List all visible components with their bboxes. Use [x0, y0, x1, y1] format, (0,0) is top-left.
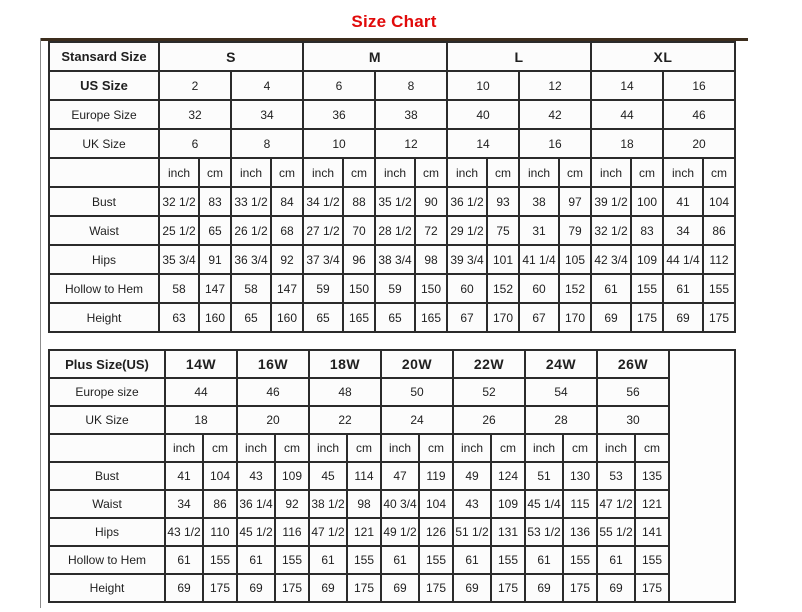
- standard-size-table: [48, 41, 736, 333]
- unit-cell: cm: [419, 434, 453, 462]
- unit-cell: cm: [563, 434, 597, 462]
- measurement-value-cell: 45 1/2: [237, 518, 275, 546]
- measurement-value-cell: 60: [519, 274, 559, 303]
- measurement-value-cell: 61: [453, 546, 491, 574]
- measurement-value-cell: 29 1/2: [447, 216, 487, 245]
- unit-cell: inch: [231, 158, 271, 187]
- measurement-value-cell: 61: [237, 546, 275, 574]
- unit-cell: inch: [519, 158, 559, 187]
- unit-cell: inch: [525, 434, 563, 462]
- row-label: Hollow to Hem: [49, 274, 159, 303]
- left-edge-line: [40, 38, 41, 608]
- size-value-cell: 50: [381, 378, 453, 406]
- measurement-value-cell: 31: [519, 216, 559, 245]
- unit-cell: inch: [381, 434, 419, 462]
- size-value-cell: 40: [447, 100, 519, 129]
- size-value-cell: 46: [663, 100, 735, 129]
- measurement-value-cell: 69: [309, 574, 347, 602]
- measurement-value-cell: 65: [375, 303, 415, 332]
- measurement-value-cell: 141: [635, 518, 669, 546]
- measurement-value-cell: 91: [199, 245, 231, 274]
- size-value-cell: 16: [519, 129, 591, 158]
- measurement-value-cell: 70: [343, 216, 375, 245]
- size-value-cell: 6: [303, 71, 375, 100]
- measurement-value-cell: 83: [199, 187, 231, 216]
- measurement-value-cell: 47 1/2: [309, 518, 347, 546]
- size-group-header: 26W: [597, 350, 669, 378]
- row-label: Bust: [49, 187, 159, 216]
- row-label: Hollow to Hem: [49, 546, 165, 574]
- measurement-value-cell: 61: [597, 546, 635, 574]
- measurement-value-cell: 104: [419, 490, 453, 518]
- measurement-value-cell: 60: [447, 274, 487, 303]
- measurement-value-cell: 65: [231, 303, 271, 332]
- row-label: Height: [49, 574, 165, 602]
- measurement-value-cell: 109: [491, 490, 525, 518]
- row-label: Bust: [49, 462, 165, 490]
- measurement-value-cell: 69: [597, 574, 635, 602]
- measurement-value-cell: 90: [415, 187, 447, 216]
- table-row: [49, 574, 735, 602]
- measurement-value-cell: 121: [347, 518, 381, 546]
- measurement-value-cell: 69: [591, 303, 631, 332]
- size-value-cell: 4: [231, 71, 303, 100]
- measurement-value-cell: 41: [663, 187, 703, 216]
- measurement-value-cell: 131: [491, 518, 525, 546]
- measurement-value-cell: 97: [559, 187, 591, 216]
- size-value-cell: 52: [453, 378, 525, 406]
- size-value-cell: 8: [231, 129, 303, 158]
- measurement-value-cell: 150: [343, 274, 375, 303]
- measurement-value-cell: 28 1/2: [375, 216, 415, 245]
- measurement-value-cell: 126: [419, 518, 453, 546]
- measurement-value-cell: 96: [343, 245, 375, 274]
- measurement-value-cell: 61: [165, 546, 203, 574]
- measurement-value-cell: 130: [563, 462, 597, 490]
- unit-cell: cm: [199, 158, 231, 187]
- measurement-value-cell: 69: [663, 303, 703, 332]
- measurement-value-cell: 98: [415, 245, 447, 274]
- table-row: [49, 490, 735, 518]
- measurement-value-cell: 152: [559, 274, 591, 303]
- measurement-value-cell: 34: [165, 490, 203, 518]
- measurement-value-cell: 43 1/2: [165, 518, 203, 546]
- measurement-value-cell: 38: [519, 187, 559, 216]
- size-value-cell: 12: [375, 129, 447, 158]
- measurement-value-cell: 37 3/4: [303, 245, 343, 274]
- measurement-value-cell: 150: [415, 274, 447, 303]
- measurement-value-cell: 165: [415, 303, 447, 332]
- measurement-value-cell: 38 3/4: [375, 245, 415, 274]
- measurement-value-cell: 43: [237, 462, 275, 490]
- measurement-value-cell: 155: [203, 546, 237, 574]
- size-value-cell: 30: [597, 406, 669, 434]
- measurement-value-cell: 98: [347, 490, 381, 518]
- measurement-value-cell: 34 1/2: [303, 187, 343, 216]
- empty-label-cell: [49, 434, 165, 462]
- size-value-cell: 10: [447, 71, 519, 100]
- measurement-value-cell: 75: [487, 216, 519, 245]
- measurement-value-cell: 59: [375, 274, 415, 303]
- measurement-value-cell: 165: [343, 303, 375, 332]
- measurement-value-cell: 69: [381, 574, 419, 602]
- size-value-cell: 2: [159, 71, 231, 100]
- measurement-value-cell: 104: [203, 462, 237, 490]
- measurement-value-cell: 41: [165, 462, 203, 490]
- size-value-cell: 22: [309, 406, 381, 434]
- measurement-value-cell: 104: [703, 187, 735, 216]
- table-row: [49, 187, 735, 216]
- measurement-value-cell: 175: [703, 303, 735, 332]
- measurement-value-cell: 155: [275, 546, 309, 574]
- plus-size-table: [48, 349, 736, 603]
- measurement-value-cell: 36 1/4: [237, 490, 275, 518]
- measurement-value-cell: 58: [159, 274, 199, 303]
- row-label: US Size: [49, 71, 159, 100]
- measurement-value-cell: 69: [237, 574, 275, 602]
- unit-cell: inch: [591, 158, 631, 187]
- size-value-cell: 38: [375, 100, 447, 129]
- size-value-cell: 16: [663, 71, 735, 100]
- size-group-header: 16W: [237, 350, 309, 378]
- table-row: [49, 158, 735, 187]
- measurement-value-cell: 124: [491, 462, 525, 490]
- unit-cell: cm: [491, 434, 525, 462]
- measurement-value-cell: 147: [271, 274, 303, 303]
- measurement-value-cell: 69: [165, 574, 203, 602]
- size-group-header: S: [159, 42, 303, 71]
- unit-cell: inch: [663, 158, 703, 187]
- measurement-value-cell: 53 1/2: [525, 518, 563, 546]
- size-value-cell: 34: [231, 100, 303, 129]
- measurement-value-cell: 88: [343, 187, 375, 216]
- unit-cell: cm: [635, 434, 669, 462]
- table-row: [49, 274, 735, 303]
- table-row: [49, 406, 735, 434]
- measurement-value-cell: 160: [271, 303, 303, 332]
- measurement-value-cell: 55 1/2: [597, 518, 635, 546]
- measurement-value-cell: 121: [635, 490, 669, 518]
- measurement-value-cell: 116: [275, 518, 309, 546]
- size-group-header: XL: [591, 42, 735, 71]
- size-value-cell: 18: [591, 129, 663, 158]
- measurement-value-cell: 36 1/2: [447, 187, 487, 216]
- measurement-value-cell: 109: [631, 245, 663, 274]
- measurement-value-cell: 170: [487, 303, 519, 332]
- measurement-value-cell: 110: [203, 518, 237, 546]
- measurement-value-cell: 32 1/2: [591, 216, 631, 245]
- measurement-value-cell: 101: [487, 245, 519, 274]
- measurement-value-cell: 25 1/2: [159, 216, 199, 245]
- measurement-value-cell: 51 1/2: [453, 518, 491, 546]
- unit-cell: cm: [559, 158, 591, 187]
- size-value-cell: 12: [519, 71, 591, 100]
- unit-cell: inch: [453, 434, 491, 462]
- size-group-header: 20W: [381, 350, 453, 378]
- size-group-header: 14W: [165, 350, 237, 378]
- measurement-value-cell: 43: [453, 490, 491, 518]
- measurement-value-cell: 32 1/2: [159, 187, 199, 216]
- size-value-cell: 32: [159, 100, 231, 129]
- size-value-cell: 48: [309, 378, 381, 406]
- size-value-cell: 28: [525, 406, 597, 434]
- empty-label-cell: [49, 158, 159, 187]
- measurement-value-cell: 155: [631, 274, 663, 303]
- unit-cell: cm: [275, 434, 309, 462]
- measurement-value-cell: 175: [491, 574, 525, 602]
- table-row: [49, 546, 735, 574]
- measurement-value-cell: 34: [663, 216, 703, 245]
- measurement-value-cell: 84: [271, 187, 303, 216]
- size-value-cell: 42: [519, 100, 591, 129]
- size-value-cell: 44: [165, 378, 237, 406]
- measurement-value-cell: 35 1/2: [375, 187, 415, 216]
- measurement-value-cell: 41 1/4: [519, 245, 559, 274]
- measurement-value-cell: 65: [199, 216, 231, 245]
- table-row: [49, 245, 735, 274]
- table-row: [49, 71, 735, 100]
- measurement-value-cell: 160: [199, 303, 231, 332]
- size-value-cell: 20: [237, 406, 309, 434]
- table-row: [49, 378, 735, 406]
- unit-cell: inch: [165, 434, 203, 462]
- measurement-value-cell: 170: [559, 303, 591, 332]
- measurement-value-cell: 47: [381, 462, 419, 490]
- row-label: UK Size: [49, 129, 159, 158]
- measurement-value-cell: 47 1/2: [597, 490, 635, 518]
- row-label: Europe size: [49, 378, 165, 406]
- row-label: Height: [49, 303, 159, 332]
- measurement-value-cell: 33 1/2: [231, 187, 271, 216]
- table-corner-cell: Stansard Size: [49, 42, 159, 71]
- size-group-header: 22W: [453, 350, 525, 378]
- measurement-value-cell: 155: [563, 546, 597, 574]
- measurement-value-cell: 40 3/4: [381, 490, 419, 518]
- row-label: Hips: [49, 518, 165, 546]
- measurement-value-cell: 86: [703, 216, 735, 245]
- table-corner-cell: Plus Size(US): [49, 350, 165, 378]
- measurement-value-cell: 155: [491, 546, 525, 574]
- size-group-header: M: [303, 42, 447, 71]
- measurement-value-cell: 92: [271, 245, 303, 274]
- measurement-value-cell: 175: [563, 574, 597, 602]
- unit-cell: cm: [343, 158, 375, 187]
- measurement-value-cell: 175: [631, 303, 663, 332]
- size-value-cell: 20: [663, 129, 735, 158]
- table-row: [49, 129, 735, 158]
- measurement-value-cell: 79: [559, 216, 591, 245]
- measurement-value-cell: 92: [275, 490, 309, 518]
- measurement-value-cell: 175: [203, 574, 237, 602]
- measurement-value-cell: 155: [419, 546, 453, 574]
- row-label: Hips: [49, 245, 159, 274]
- measurement-value-cell: 93: [487, 187, 519, 216]
- size-value-cell: 8: [375, 71, 447, 100]
- measurement-value-cell: 61: [591, 274, 631, 303]
- measurement-value-cell: 49 1/2: [381, 518, 419, 546]
- size-group-header: 24W: [525, 350, 597, 378]
- size-value-cell: 14: [591, 71, 663, 100]
- measurement-value-cell: 39 1/2: [591, 187, 631, 216]
- unit-cell: inch: [303, 158, 343, 187]
- measurement-value-cell: 115: [563, 490, 597, 518]
- measurement-value-cell: 45 1/4: [525, 490, 563, 518]
- unit-cell: inch: [447, 158, 487, 187]
- measurement-value-cell: 109: [275, 462, 309, 490]
- empty-spacer-cell: [669, 350, 735, 602]
- measurement-value-cell: 44 1/4: [663, 245, 703, 274]
- size-value-cell: 56: [597, 378, 669, 406]
- measurement-value-cell: 175: [275, 574, 309, 602]
- measurement-value-cell: 39 3/4: [447, 245, 487, 274]
- measurement-value-cell: 83: [631, 216, 663, 245]
- measurement-value-cell: 155: [347, 546, 381, 574]
- measurement-value-cell: 63: [159, 303, 199, 332]
- measurement-value-cell: 35 3/4: [159, 245, 199, 274]
- measurement-value-cell: 61: [525, 546, 563, 574]
- measurement-value-cell: 68: [271, 216, 303, 245]
- table-row: [49, 42, 735, 71]
- unit-cell: cm: [271, 158, 303, 187]
- unit-cell: cm: [703, 158, 735, 187]
- size-value-cell: 14: [447, 129, 519, 158]
- table-row: [49, 216, 735, 245]
- unit-cell: cm: [487, 158, 519, 187]
- measurement-value-cell: 49: [453, 462, 491, 490]
- measurement-value-cell: 69: [453, 574, 491, 602]
- row-label: UK Size: [49, 406, 165, 434]
- table-row: [49, 518, 735, 546]
- unit-cell: cm: [415, 158, 447, 187]
- size-value-cell: 18: [165, 406, 237, 434]
- measurement-value-cell: 112: [703, 245, 735, 274]
- size-value-cell: 6: [159, 129, 231, 158]
- size-group-header: 18W: [309, 350, 381, 378]
- size-value-cell: 10: [303, 129, 375, 158]
- measurement-value-cell: 135: [635, 462, 669, 490]
- measurement-value-cell: 65: [303, 303, 343, 332]
- measurement-value-cell: 100: [631, 187, 663, 216]
- table-row: [49, 434, 735, 462]
- measurement-value-cell: 67: [447, 303, 487, 332]
- unit-cell: inch: [309, 434, 347, 462]
- unit-cell: cm: [347, 434, 381, 462]
- unit-cell: inch: [159, 158, 199, 187]
- measurement-value-cell: 59: [303, 274, 343, 303]
- measurement-value-cell: 36 3/4: [231, 245, 271, 274]
- measurement-value-cell: 105: [559, 245, 591, 274]
- measurement-value-cell: 147: [199, 274, 231, 303]
- measurement-value-cell: 61: [309, 546, 347, 574]
- measurement-value-cell: 61: [663, 274, 703, 303]
- size-value-cell: 24: [381, 406, 453, 434]
- measurement-value-cell: 67: [519, 303, 559, 332]
- row-label: Europe Size: [49, 100, 159, 129]
- measurement-value-cell: 152: [487, 274, 519, 303]
- unit-cell: inch: [375, 158, 415, 187]
- unit-cell: cm: [631, 158, 663, 187]
- measurement-value-cell: 155: [703, 274, 735, 303]
- measurement-value-cell: 69: [525, 574, 563, 602]
- size-group-header: L: [447, 42, 591, 71]
- row-label: Waist: [49, 490, 165, 518]
- measurement-value-cell: 155: [635, 546, 669, 574]
- measurement-value-cell: 42 3/4: [591, 245, 631, 274]
- unit-cell: inch: [597, 434, 635, 462]
- measurement-value-cell: 175: [347, 574, 381, 602]
- row-label: Waist: [49, 216, 159, 245]
- measurement-value-cell: 114: [347, 462, 381, 490]
- size-value-cell: 26: [453, 406, 525, 434]
- measurement-value-cell: 53: [597, 462, 635, 490]
- page-title: Size Chart: [351, 12, 437, 31]
- measurement-value-cell: 175: [419, 574, 453, 602]
- measurement-value-cell: 175: [635, 574, 669, 602]
- measurement-value-cell: 136: [563, 518, 597, 546]
- measurement-value-cell: 58: [231, 274, 271, 303]
- size-value-cell: 36: [303, 100, 375, 129]
- size-value-cell: 44: [591, 100, 663, 129]
- table-row: [49, 350, 735, 378]
- table-row: [49, 100, 735, 129]
- measurement-value-cell: 45: [309, 462, 347, 490]
- size-value-cell: 46: [237, 378, 309, 406]
- measurement-value-cell: 51: [525, 462, 563, 490]
- measurement-value-cell: 38 1/2: [309, 490, 347, 518]
- unit-cell: cm: [203, 434, 237, 462]
- measurement-value-cell: 26 1/2: [231, 216, 271, 245]
- table-row: [49, 303, 735, 332]
- size-value-cell: 54: [525, 378, 597, 406]
- measurement-value-cell: 119: [419, 462, 453, 490]
- table-row: [49, 462, 735, 490]
- measurement-value-cell: 86: [203, 490, 237, 518]
- measurement-value-cell: 27 1/2: [303, 216, 343, 245]
- measurement-value-cell: 72: [415, 216, 447, 245]
- unit-cell: inch: [237, 434, 275, 462]
- measurement-value-cell: 61: [381, 546, 419, 574]
